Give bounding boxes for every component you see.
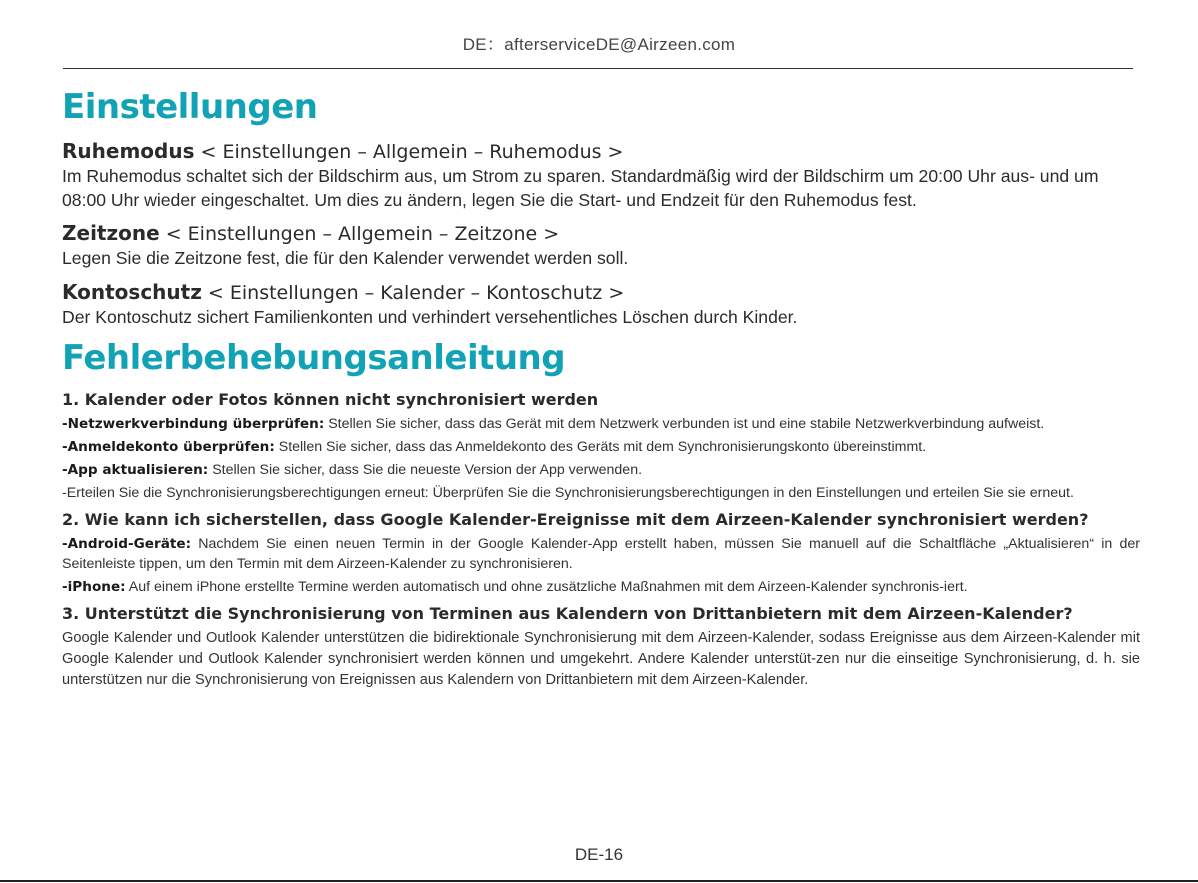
section-path: < Einstellungen – Allgemein – Ruhemodus > (194, 141, 624, 163)
bottom-divider (0, 880, 1198, 882)
section-zeitzone (62, 220, 1140, 271)
section-ruhemodus (62, 138, 1140, 212)
tip-text: Nachdem Sie einen neuen Termin in der Google Kalender-App erstellt haben, müssen Sie manuell auf die Schaltfläche „Aktualisieren“ in der Seitenleiste tippen, um den Termin mit dem Airzeen-Kalender zu synchronisieren. (62, 536, 1140, 572)
tip-item (62, 460, 1140, 480)
section-title (62, 279, 1140, 306)
tip-item (62, 414, 1140, 434)
section-path: < Einstellungen – Allgemein – Zeitzone > (159, 223, 560, 245)
tip-text: -Erteilen Sie die Synchronisierungsberechtigungen erneut: Überprüfen Sie die Synchronisierungsberechtigungen in den Einstellungen und erteilen Sie sie erneut. (62, 485, 1074, 501)
question-3: 3. Unterstützt die Synchronisierung von Terminen aus Kalendern von Drittanbietern mit dem Airzeen-Kalender? (62, 604, 1073, 623)
question-1: 1. Kalender oder Fotos können nicht synchronisiert werden (62, 390, 599, 409)
page-content (62, 84, 1140, 691)
answer-text: Google Kalender und Outlook Kalender unterstützen die bidirektionale Synchronisierung mit dem Airzeen-Kalender, sodass Ereignisse aus dem Airzeen-Kalender mit Google Kalender und Outlook Kalender synchronisiert werden können und umgekehrt. Andere Kalender unterstüt-zen nur die einseitige Synchronisierung, d. h. sie unterstützen nur die Synchronisierung von Ereignissen aus Kalendern von Drittanbietern mit dem Airzeen-Kalender. (62, 630, 1140, 688)
tip-label: -Anmeldekonto überprüfen: (62, 439, 275, 455)
section-body: Im Ruhemodus schaltet sich der Bildschirm aus, um Strom zu sparen. Standardmäßig wird der Bildschirm um 20:00 Uhr aus- und um 08:00 Uhr wieder eingeschaltet. Um dies zu ändern, legen Sie die Start- und Endzeit für den Ruhemodus fest. (62, 166, 1099, 210)
settings-heading: Einstellungen (62, 87, 318, 127)
tip-item (62, 483, 1140, 503)
tip-item (62, 534, 1140, 574)
section-name: Kontoschutz (62, 279, 202, 304)
tip-label: -iPhone: (62, 579, 126, 595)
tip-item (62, 577, 1140, 597)
section-body: Legen Sie die Zeitzone fest, die für den Kalender verwendet werden soll. (62, 248, 629, 268)
section-kontoschutz (62, 279, 1140, 330)
tip-item (62, 437, 1140, 457)
section-body: Der Kontoschutz sichert Familienkonten und verhindert versehentliches Löschen durch Kinder. (62, 306, 798, 327)
tip-text: Stellen Sie sicher, dass Sie die neueste Version der App verwenden. (208, 462, 643, 478)
section-name: Ruhemodus (62, 139, 195, 163)
section-path: < Einstellungen – Kalender – Kontoschutz > (201, 281, 625, 304)
tip-label: -Netzwerkverbindung überprüfen: (62, 416, 325, 432)
tip-label: -Android-Geräte: (62, 536, 192, 552)
header-divider (63, 68, 1133, 69)
section-name: Zeitzone (62, 221, 160, 245)
section-title (62, 220, 1140, 247)
header-contact: DE：afterserviceDE@Airzeen.com (462, 35, 736, 54)
troubleshooting-heading: Fehlerbehebungsanleitung (62, 338, 566, 378)
section-title (62, 138, 1140, 165)
tip-text: Auf einem iPhone erstellte Termine werden automatisch und ohne zusätzliche Maßnahmen mit dem Airzeen-Kalender synchronis-iert. (125, 579, 968, 595)
tip-text: Stellen Sie sicher, dass das Gerät mit dem Netzwerk verbunden ist und eine stabile Netzwerkverbindung aufweist. (324, 416, 1045, 432)
tip-label: -App aktualisieren: (62, 462, 209, 478)
question-2: 2. Wie kann ich sicherstellen, dass Google Kalender-Ereignisse mit dem Airzeen-Kalender synchronisiert werden? (62, 510, 1089, 529)
tip-text: Stellen Sie sicher, dass das Anmeldekonto des Geräts mit dem Synchronisierungskonto übereinstimmt. (274, 439, 927, 455)
page-number: DE-16 (574, 845, 624, 864)
